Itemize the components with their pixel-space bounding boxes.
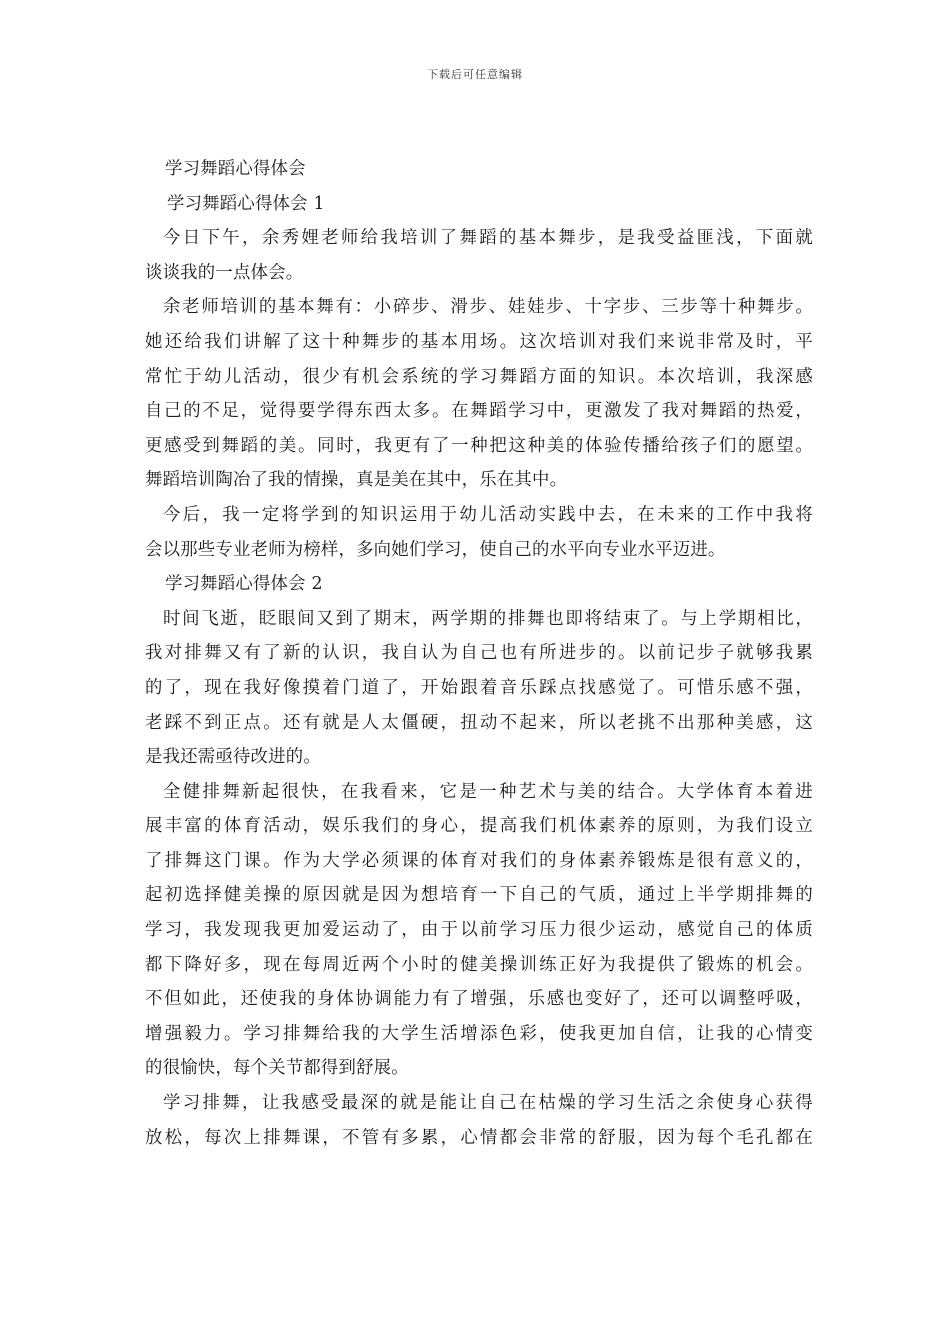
text-line: 更感受到舞蹈的美。同时，我更有了一种把这种美的体验传播给孩子们的愿望。: [145, 435, 813, 456]
text-line: 谈谈我的一点体会。: [145, 262, 304, 283]
text-line: 老踩不到正点。还有就是人太僵硬，扭动不起来，所以老挑不出那种美感，这: [145, 712, 813, 733]
text-line: 放松，每次上排舞课，不管有多累，心情都会非常的舒服，因为每个毛孔都在: [145, 1127, 813, 1148]
paragraph-2: [145, 290, 813, 498]
text-line: 了排舞这门课。作为大学必须课的体育对我们的身体素养锻炼是很有意义的，: [145, 850, 813, 871]
section-heading-2: 学习舞蹈心得体会 2: [165, 574, 323, 595]
text-line: 起初选择健美操的原因就是因为想培育一下自己的气质，通过上半学期排舞的: [145, 885, 813, 906]
paragraph-5: [145, 775, 813, 1086]
paragraph-3: [145, 498, 813, 567]
text-line: 不但如此，还使我的身体协调能力有了增强，乐感也变好了，还可以调整呼吸，: [145, 989, 813, 1010]
text-line: 她还给我们讲解了这十种舞步的基本用场。这次培训对我们来说非常及时，平: [145, 331, 813, 352]
text-line: 全健排舞新起很快，在我看来，它是一种艺术与美的结合。大学体育本着进: [163, 781, 813, 802]
text-line: 都下降好多，现在每周近两个小时的健美操训练正好为我提供了锻炼的机会。: [145, 954, 813, 975]
text-line: 学习排舞，让我感受最深的就是能让自己在枯燥的学习生活之余使身心获得: [163, 1093, 813, 1114]
paragraph-4: [145, 602, 813, 775]
text-line: 自己的不足，觉得要学得东西太多。在舞蹈学习中，更激发了我对舞蹈的热爱，: [145, 401, 813, 422]
text-line: 今后，我一定将学到的知识运用于幼儿活动实践中去，在未来的工作中我将: [163, 504, 813, 525]
text-line: 余老师培训的基本舞有：小碎步、滑步、娃娃步、十字步、三步等十种舞步。: [163, 297, 813, 318]
section-heading-1: 学习舞蹈心得体会 1: [167, 193, 325, 214]
page-header-note: 下载后可任意编辑: [427, 68, 523, 81]
document-title: 学习舞蹈心得体会: [165, 159, 306, 179]
text-line: 常忙于幼儿活动，很少有机会系统的学习舞蹈方面的知识。本次培训，我深感: [145, 366, 813, 387]
paragraph-6: [145, 1086, 813, 1155]
document-body: [145, 152, 813, 1155]
text-line: 我对排舞又有了新的认识，我自认为自己也有所进步的。以前记步子就够我累: [145, 643, 813, 664]
text-line: 会以那些专业老师为榜样，多向她们学习，使自己的水平向专业水平迈进。: [145, 539, 726, 560]
text-line: 展丰富的体育活动，娱乐我们的身心，提高我们机体素养的原则，为我们设立: [145, 816, 813, 837]
text-line: 的很愉快，每个关节都得到舒展。: [145, 1058, 409, 1079]
paragraph-1: [145, 221, 813, 290]
text-line: 增强毅力。学习排舞给我的大学生活增添色彩，使我更加自信，让我的心情变: [145, 1023, 813, 1044]
text-line: 今日下午，余秀娌老师给我培训了舞蹈的基本舞步，是我受益匪浅，下面就: [163, 228, 813, 249]
text-line: 是我还需亟待改进的。: [145, 747, 321, 768]
text-line: 的了，现在我好像摸着门道了，开始跟着音乐踩点找感觉了。可惜乐感不强，: [145, 677, 813, 698]
text-line: 学习，我发现我更加爱运动了，由于以前学习压力很少运动，感觉自己的体质: [145, 920, 813, 941]
text-line: 时间飞逝，眨眼间又到了期末，两学期的排舞也即将结束了。与上学期相比，: [163, 608, 813, 629]
text-line: 舞蹈培训陶冶了我的情操，真是美在其中，乐在其中。: [145, 470, 568, 491]
